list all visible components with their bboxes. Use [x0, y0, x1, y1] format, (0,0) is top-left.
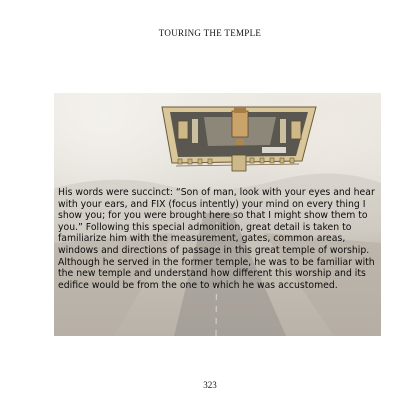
running-head: TOURING THE TEMPLE	[158, 28, 262, 38]
temple-model	[162, 107, 316, 171]
temple-figure	[54, 93, 381, 336]
figure-caption: His words were succinct: “Son of man, look with your eyes and hear with your ears, and FIX (focus intently) your mind on every thing I show you; for you were brought here so that I might show them to you.” Following this special admonition, great detail is taken to familiarize him with the measurement, gates, common areas, windows and directions of passage in this great temple of worship. Although he served in the former temple, he was to be familiar with the new temple and understand how different this worship and its edifice would be from the one to which he was accustomed.	[58, 187, 375, 291]
page-number: 323	[203, 380, 217, 390]
